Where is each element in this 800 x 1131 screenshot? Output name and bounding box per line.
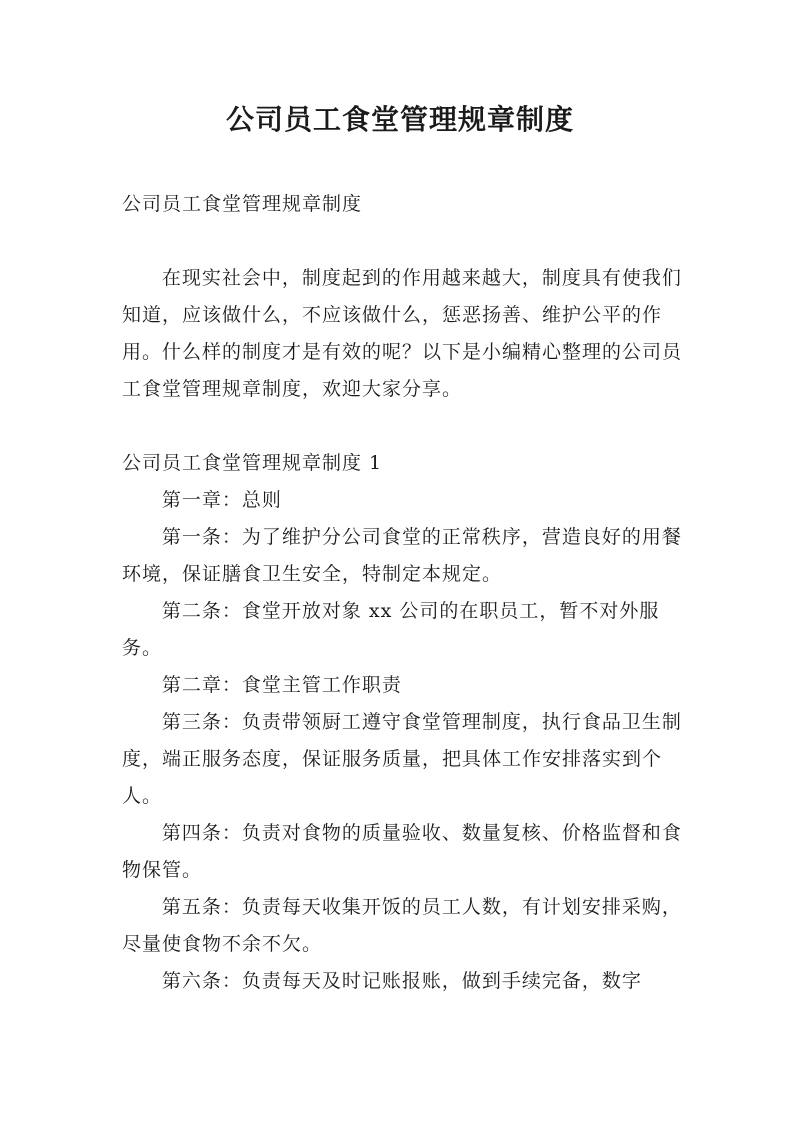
- document-body: [122, 186, 682, 1000]
- document-title: 公司员工食堂管理规章制度: [225, 103, 574, 136]
- section-heading: 公司员工食堂管理规章制度 1: [122, 452, 383, 474]
- article-4: 第四条：负责对食物的质量验收、数量复核、价格监督和食物保管。: [122, 822, 682, 881]
- intro-paragraph: 在现实社会中，制度起到的作用越来越大，制度具有使我们知道，应该做什么，不应该做什么，惩恶扬善、维护公平的作用。什么样的制度才是有效的呢？以下是小编精心整理的公司员工食堂管理规章制度，欢迎大家分享。: [122, 267, 683, 400]
- chapter-heading-1: 第一章：总则: [161, 489, 282, 511]
- article-1: 第一条：为了维护分公司食堂的正常秩序，营造良好的用餐环境，保证膳食卫生安全，特制定本规定。: [122, 526, 682, 585]
- article-2: 第二条：食堂开放对象 xx 公司的在职员工，暂不对外服务。: [122, 600, 660, 659]
- chapter-heading-2: 第二章：食堂主管工作职责: [161, 674, 402, 696]
- article-6: 第六条：负责每天及时记账报账，做到手续完备，数字: [161, 970, 642, 992]
- article-3: 第三条：负责带领厨工遵守食堂管理制度，执行食品卫生制度，端正服务态度，保证服务质量，把具体工作安排落实到个人。: [122, 711, 682, 807]
- article-5: 第五条：负责每天收集开饭的员工人数，有计划安排采购，尽量使食物不余不欠。: [122, 896, 682, 955]
- document-subtitle: 公司员工食堂管理规章制度: [122, 193, 363, 215]
